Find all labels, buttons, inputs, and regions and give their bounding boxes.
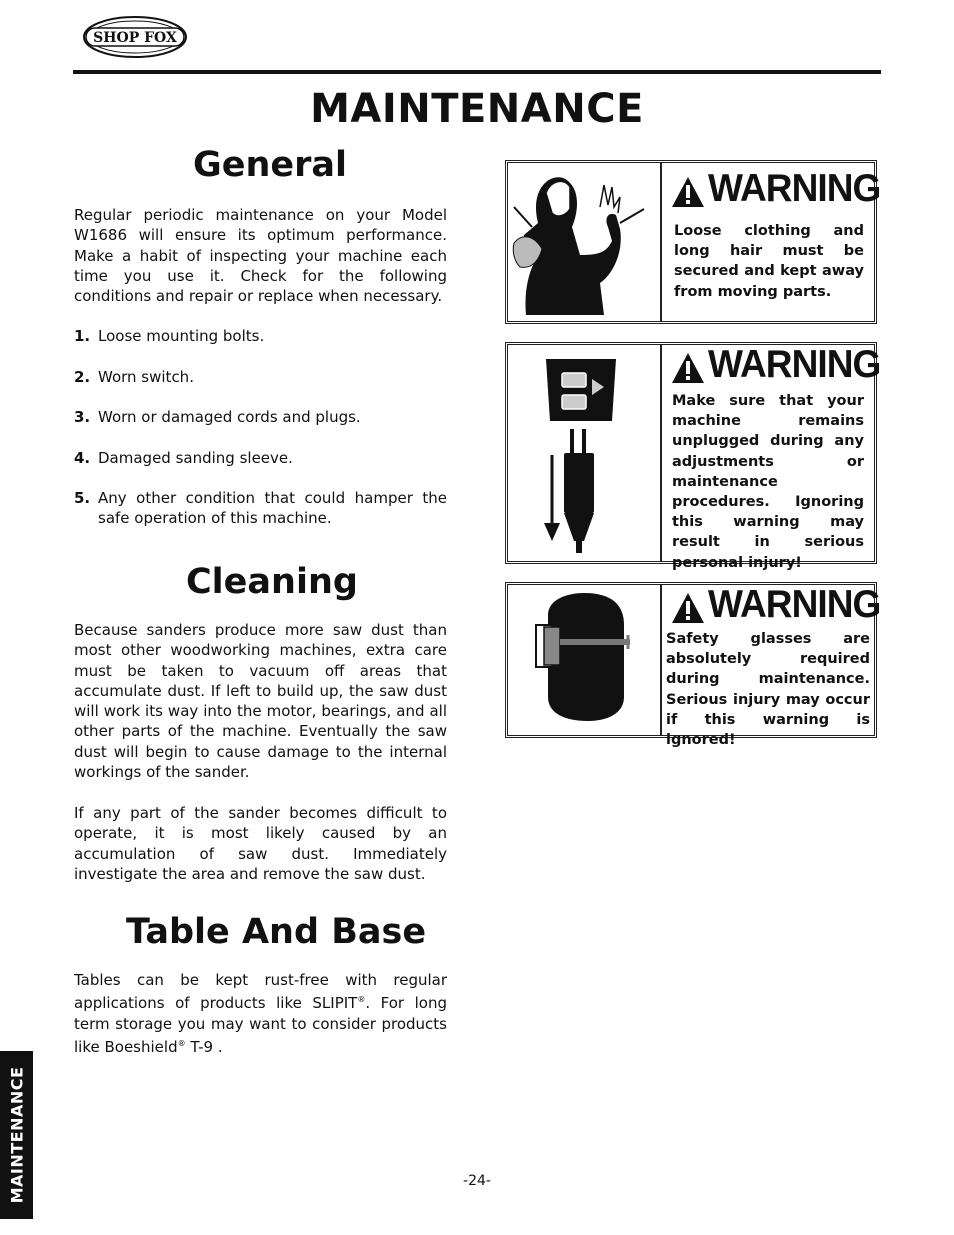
table-base-paragraph: Tables can be kept rust-free with regular applications of products like SLIPIT®. For long term storage you may want to consider products like Boeshield® T-9 . xyxy=(74,971,447,1056)
warning-header xyxy=(670,343,881,389)
list-text: Loose mounting bolts. xyxy=(98,327,265,345)
side-tab-label: MAINTENANCE xyxy=(7,1066,26,1204)
warning-triangle-icon xyxy=(670,351,706,385)
warning-label: WARNING xyxy=(708,343,881,386)
warning-box-clothing xyxy=(505,160,881,324)
table-base-heading: Table And Base xyxy=(126,912,427,952)
unplugged-cord-icon xyxy=(508,345,662,561)
warning-header xyxy=(670,167,881,213)
svg-text:SHOP FOX: SHOP FOX xyxy=(93,30,177,46)
list-number: 1. xyxy=(74,327,91,345)
list-item xyxy=(74,326,447,346)
general-intro: Regular periodic maintenance on your Model W1686 will ensure its optimum performance. Make a habit of inspecting your machine each time you use it. Check for the following conditions and repair or replace when necessary. xyxy=(74,206,447,306)
list-text: Damaged sanding sleeve. xyxy=(98,449,293,467)
general-heading: General xyxy=(193,145,347,185)
list-number: 4. xyxy=(74,449,91,467)
header-rule xyxy=(73,70,881,74)
warning-label: WARNING xyxy=(708,583,881,626)
list-number: 2. xyxy=(74,368,91,386)
warning-text: Loose clothing and long hair must be secured and kept away from moving parts. xyxy=(674,223,864,300)
list-item xyxy=(74,407,447,427)
list-item xyxy=(74,367,447,387)
list-item xyxy=(74,488,447,529)
page-title: MAINTENANCE xyxy=(310,86,644,132)
section-side-tab xyxy=(0,1051,33,1219)
person-long-hair-icon xyxy=(508,163,662,321)
safety-glasses-icon xyxy=(508,585,662,735)
cleaning-paragraph-2: If any part of the sander becomes difficult to operate, it is most likely caused by an accumulation of saw dust. Immediately investigate the area and remove the saw dust. xyxy=(74,804,447,883)
list-text: Worn switch. xyxy=(98,368,194,386)
list-text: Worn or damaged cords and plugs. xyxy=(98,408,361,426)
warning-text: Make sure that your machine remains unplugged during any adjustments or maintenance procedures. Ignoring this warning may result in serious personal injury! xyxy=(672,393,864,571)
warning-box-safety-glasses xyxy=(505,582,881,749)
warning-label: WARNING xyxy=(708,167,881,210)
shop-fox-logo xyxy=(82,14,188,60)
cleaning-heading: Cleaning xyxy=(186,562,358,602)
list-text: Any other condition that could hamper the safe operation of this machine. xyxy=(98,489,447,528)
warning-triangle-icon xyxy=(670,591,706,625)
warning-box-unplugged xyxy=(505,342,881,571)
list-item xyxy=(74,448,447,468)
warning-triangle-icon xyxy=(670,175,706,209)
cleaning-paragraph-1: Because sanders produce more saw dust than most other woodworking machines, extra care must be taken to vacuum off areas that accumulate dust. If left to build up, the saw dust will work its way into the motor, bearings, and all other parts of the machine. Eventually the saw dust will begin to cause damage to the internal workings of the sander. xyxy=(74,621,447,782)
list-number: 3. xyxy=(74,408,91,426)
page-number: -24- xyxy=(463,1173,491,1189)
warning-header xyxy=(670,583,881,629)
warning-text: Safety glasses are absolutely required during maintenance. Serious injury may occur if this warning is ignored! xyxy=(666,631,870,749)
list-number: 5. xyxy=(74,489,91,507)
